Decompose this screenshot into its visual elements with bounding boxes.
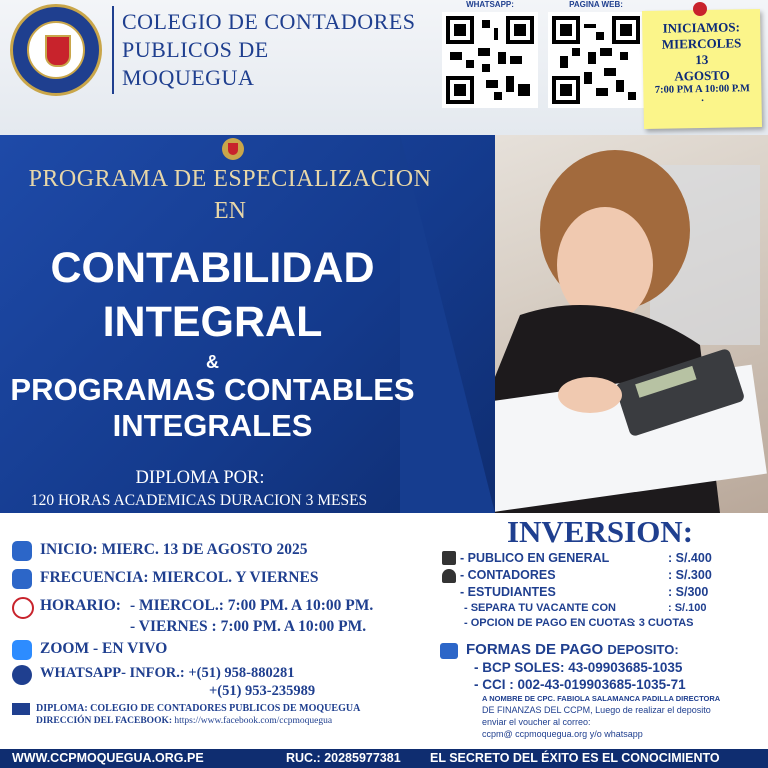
public-icon: [442, 551, 456, 565]
footer-website[interactable]: WWW.CCPMOQUEGUA.ORG.PE: [12, 751, 204, 765]
facebook-line: [36, 716, 332, 726]
title-integral: INTEGRAL: [102, 298, 323, 346]
sticky-line2: MIERCOLES: [661, 35, 742, 52]
diploma-detail: 120 HORAS ACADEMICAS DURACION 3 MESES: [30, 492, 368, 509]
diploma-label: DIPLOMA POR:: [135, 468, 265, 488]
frequency-info: FRECUENCIA: MIERCOL. Y VIERNES: [40, 569, 319, 586]
sticky-line3: 13: [695, 51, 709, 68]
payment-note-line2: DE FINANZAS DEL CCPM, Luego de realizar el deposito: [482, 705, 711, 715]
organization-name: [122, 8, 432, 92]
sticky-line6: .: [701, 92, 704, 105]
price-row-reserve-value: : S/.100: [668, 602, 707, 614]
payment-note-line4: ccpm@ ccpmoquegua.org y/o whatsapp: [482, 729, 643, 739]
payment-methods-title: [466, 641, 679, 658]
program-line1: PROGRAMA DE ESPECIALIZACION: [28, 166, 432, 192]
price-row-estudiantes-label: - ESTUDIANTES: [460, 585, 556, 599]
price-row-general-value: : S/.400: [668, 551, 712, 565]
start-date-sticky-note: [642, 9, 762, 129]
whatsapp-info-phone2[interactable]: +(51) 953-235989: [209, 683, 316, 699]
diploma-icon: [12, 703, 30, 715]
investment-title: INVERSION:: [506, 514, 694, 549]
price-row-estudiantes-value: : S/300: [668, 585, 709, 599]
whatsapp-qr-code[interactable]: [442, 12, 538, 108]
title-programas-contables: PROGRAMAS CONTABLES: [10, 372, 415, 407]
org-name-line3: MOQUEGUA: [122, 65, 255, 90]
website-qr-label: PAGINA WEB:: [569, 0, 623, 9]
sticky-line5: 7:00 PM A 10:00 P.M: [654, 83, 750, 96]
sticky-line1: INICIAMOS:: [662, 19, 741, 36]
accountant-icon: [442, 569, 456, 583]
footer-bar: [0, 749, 768, 768]
payment-hand-icon: [440, 643, 458, 659]
facebook-link[interactable]: https://www.facebook.com/ccpmoquegua: [174, 716, 333, 726]
calendar-icon: [12, 541, 32, 561]
start-date-info: INICIO: MIERC. 13 DE AGOSTO 2025: [40, 541, 308, 558]
whatsapp-info-phone1[interactable]: WHATSAPP- INFOR.: +(51) 958-880281: [40, 665, 295, 681]
phone-icon: [12, 665, 32, 685]
schedule-wednesday: - MIERCOL.: 7:00 PM. A 10:00 PM.: [130, 597, 374, 614]
price-row-reserve-label: - SEPARA TU VACANTE CON: [464, 602, 616, 614]
zoom-live-info: ZOOM - EN VIVO: [40, 640, 168, 657]
payment-note-line3: enviar el voucher al correo:: [482, 717, 591, 727]
diploma-note: DIPLOMA: COLEGIO DE CONTADORES PUBLICOS DE MOQUEGUA: [36, 703, 361, 714]
small-seal-icon: [222, 138, 244, 160]
website-qr-code[interactable]: [548, 12, 644, 108]
org-name-line1: COLEGIO DE CONTADORES: [122, 9, 416, 34]
calendar-frequency-icon: [12, 569, 32, 589]
pushpin-icon: [693, 2, 707, 16]
zoom-icon: [12, 640, 32, 660]
payment-title-suffix: DEPOSITO:: [607, 642, 679, 657]
program-line2: EN: [214, 198, 246, 224]
price-row-installments-label: - OPCION DE PAGO EN CUOTAS: [464, 617, 635, 629]
title-integrales: INTEGRALES: [112, 408, 313, 443]
schedule-label: HORARIO:: [40, 597, 121, 614]
bcp-account: - BCP SOLES: 43-09903685-1035: [474, 660, 683, 675]
price-row-installments-value: : 3 CUOTAS: [632, 617, 694, 629]
footer-ruc: RUC.: 20285977381: [286, 751, 401, 765]
price-row-general-label: - PUBLICO EN GENERAL: [460, 551, 610, 565]
institution-seal-logo: [10, 4, 102, 96]
header-divider: [112, 6, 114, 94]
title-ampersand: &: [206, 352, 219, 372]
sticky-line4: AGOSTO: [674, 67, 730, 84]
cci-account: - CCI : 002-43-019903685-1035-71: [474, 677, 686, 692]
price-row-contadores-label: - CONTADORES: [460, 568, 556, 582]
payment-title: FORMAS DE PAGO: [466, 641, 604, 658]
footer-slogan: EL SECRETO DEL ÉXITO ES EL CONOCIMIENTO: [430, 751, 720, 765]
title-contabilidad: CONTABILIDAD: [50, 244, 375, 292]
org-name-line2: PUBLICOS DE: [122, 37, 269, 62]
price-row-contadores-value: : S/.300: [668, 568, 712, 582]
facebook-label: DIRECCIÓN DEL FACEBOOK:: [36, 716, 173, 726]
schedule-friday: - VIERNES : 7:00 PM. A 10:00 PM.: [130, 618, 367, 635]
alarm-clock-icon: [12, 597, 34, 619]
payment-note-line1: A NOMBRE DE CPC. FABIOLA SALAMANCA PADILLA DIRECTORA: [482, 694, 721, 703]
whatsapp-qr-label: WHATSAPP:: [466, 0, 514, 9]
